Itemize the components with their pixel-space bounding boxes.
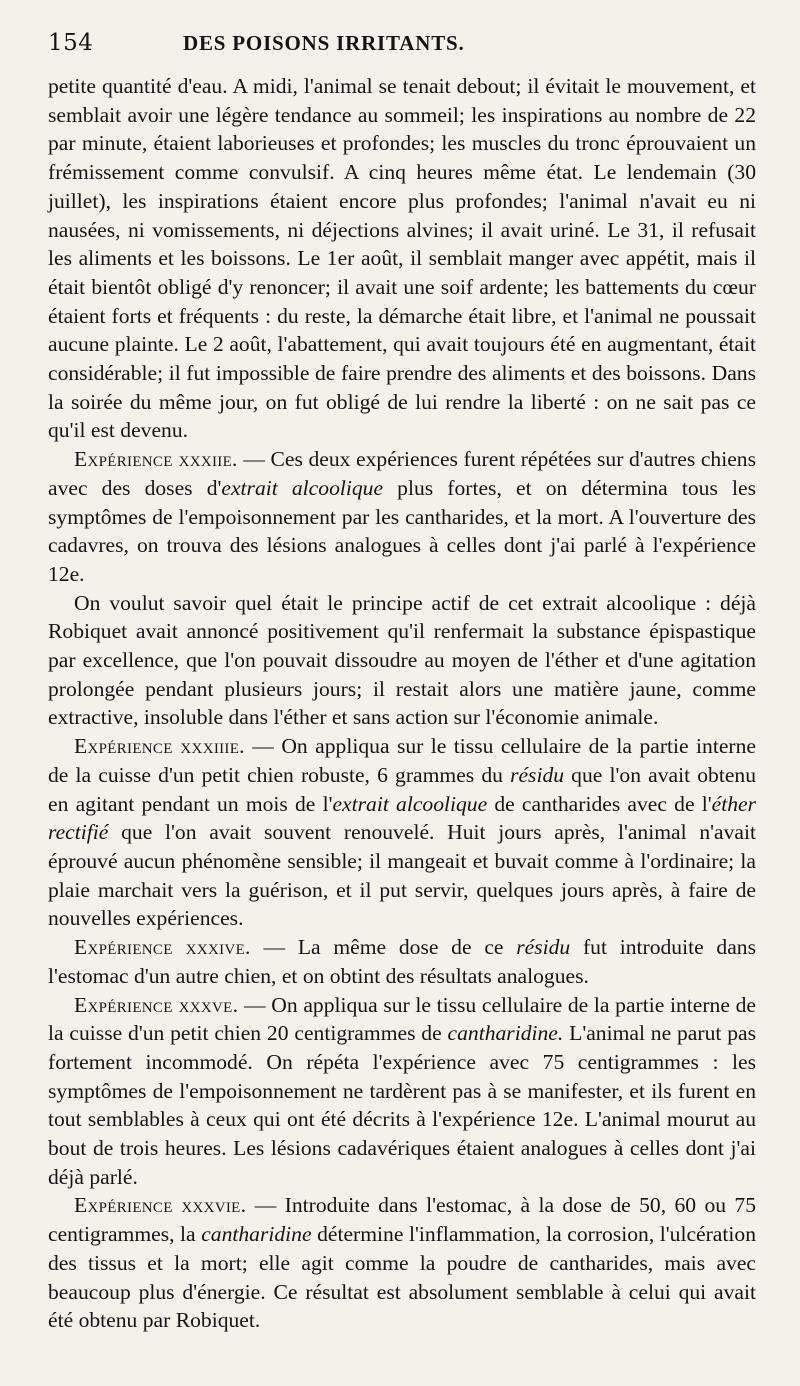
page-body <box>48 72 756 1335</box>
paragraph-text: que l'on avait obtenu en agitant pendant un mois de l' <box>48 762 756 816</box>
italic-term: extrait alcoolique <box>332 791 488 816</box>
experiment-heading: Expérience xxxive. <box>74 935 251 960</box>
paragraph-text: On voulut savoir quel était le principe actif de cet extrait alcoolique : déjà Robiquet avait annoncé positivement qu'il renfermait la substance épispastique par excellence, que l'on pouvait dissoudre au moyen de l'éther et d'une agitation prolongée pendant plusieurs jours; il restait alors une matière jaune, comme extractive, insoluble dans l'éther et sans action sur l'économie animale. <box>48 590 756 730</box>
italic-term: résidu <box>516 935 571 960</box>
paragraph-text: petite quantité d'eau. A midi, l'animal se tenait debout; il évitait le mouvement, et semblait avoir une légère tendance au sommeil; les inspirations au nombre de 22 par minute, étaient laborieuses et profondes; les muscles du tronc éprouvaient un frémissement comme convulsif. A cinq heures même état. Le lendemain (30 juillet), les inspirations étaient encore plus profondes; l'animal n'avait eu ni nausées, ni vomissements, ni déjections alvines; il avait uriné. Le 31, il refusait les aliments et les boissons. Le 1er août, il semblait manger avec appétit, mais il était bientôt obligé d'y renoncer; il avait une soif ardente; les battements du cœur étaient forts et fréquents : du reste, la démarche était libre, et l'animal ne poussait aucune plainte. Le 2 août, l'abattement, qui avait toujours été en augmentant, était considérable; il fut impossible de faire prendre des aliments et des boissons. Dans la soirée du même jour, on fut obligé de lui rendre la liberté : on ne sait pas ce qu'il est devenu. <box>48 74 756 443</box>
experiment-heading: Expérience xxxiie. <box>74 447 238 472</box>
italic-term: cantharidine. <box>447 1021 564 1046</box>
italic-term: cantharidine <box>201 1222 312 1247</box>
paragraph <box>48 72 756 445</box>
experiment-heading: Expérience xxxvie. <box>74 1193 247 1218</box>
paragraph <box>48 933 756 990</box>
paragraph-text: — On appliqua sur le tissu cellulaire de la partie interne de la cuisse d'un petit chien robuste, 6 grammes du <box>48 734 756 787</box>
paragraph <box>48 991 756 1192</box>
paragraph <box>48 589 756 733</box>
paragraph-text: — Ces deux expériences furent répétées sur d'autres chiens avec des doses d' <box>48 447 756 500</box>
paragraph-text: L'animal ne parut pas fortement incommodé. On répéta l'expérience avec 75 centigrammes : les symptômes de l'empoisonnement ne tardèrent pas à se manifester, et ils furent en tout semblables à ceux qui ont été décrits à l'expérience 12e. L'animal mourut au bout de trois heures. Les lésions cadavériques étaient analogues à celles dont j'ai déjà parlé. <box>48 1021 756 1189</box>
italic-term: résidu <box>510 762 565 787</box>
paragraph-text: — La même dose de ce <box>250 935 517 960</box>
page-header <box>48 30 756 68</box>
running-title: DES POISONS IRRITANTS. <box>183 31 465 55</box>
paragraph <box>48 1191 756 1335</box>
paragraph-text: que l'on avait souvent renouvelé. Huit jours après, l'animal n'avait éprouvé aucun phénomène sensible; il mangeait et buvait comme à l'ordinaire; la plaie marchait vers la guérison, et il put servir, quelques jours après, à faire de nouvelles expériences. <box>48 820 756 931</box>
paragraph-text: — On appliqua sur le tissu cellulaire de la partie interne de la cuisse d'un petit chien 20 centigrammes de <box>48 992 756 1046</box>
paragraph-text: détermine l'inflammation, la corrosion, l'ulcération des tissus et la mort; elle agit comme la poudre de cantharides, mais avec beaucoup plus d'énergie. Ce résultat est absolument semblable à celui qui avait été obtenu par Robiquet. <box>48 1222 756 1333</box>
experiment-heading: Expérience xxxiiie. <box>74 734 245 759</box>
paragraph-text: de cantharides avec de l' <box>487 791 712 816</box>
paragraph-text: — Introduite dans l'estomac, à la dose de 50, 60 ou 75 centigrammes, la <box>48 1193 756 1247</box>
italic-term: éther rectifié <box>48 791 756 845</box>
italic-term: extrait alcoolique <box>221 475 384 500</box>
paragraph-text: plus fortes, et on détermina tous les symptômes de l'empoisonnement par les cantharides, et la mort. A l'ouverture des cadavres, on trouva des lésions analogues à celles dont j'ai parlé à l'expérience 12e. <box>48 475 756 586</box>
paragraph-text: fut introduite dans l'estomac d'un autre chien, et on obtint des résultats analogues. <box>48 935 756 988</box>
paragraph <box>48 732 756 933</box>
experiment-heading: Expérience xxxve. <box>74 992 239 1017</box>
paragraph <box>48 445 756 589</box>
page-number: 154 <box>48 30 94 56</box>
